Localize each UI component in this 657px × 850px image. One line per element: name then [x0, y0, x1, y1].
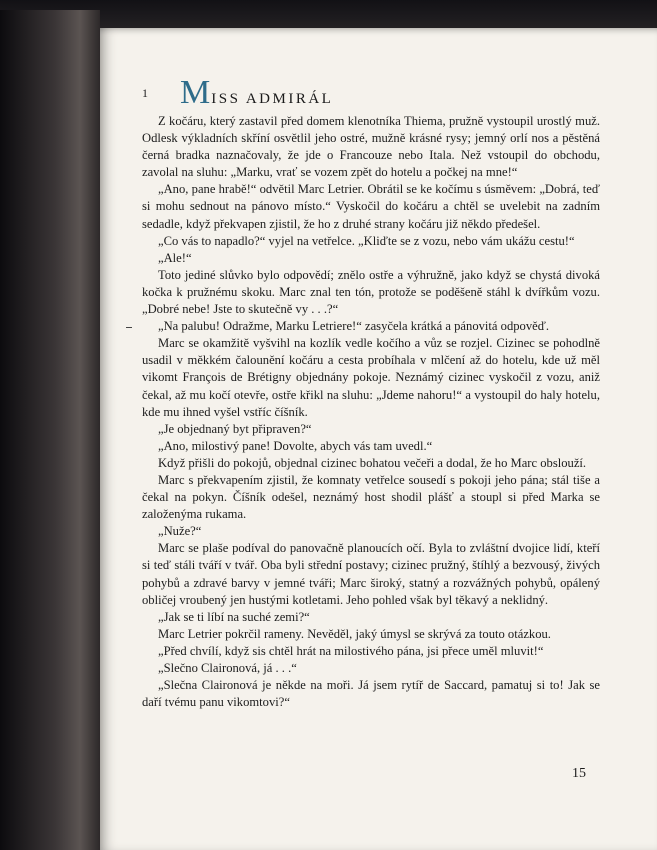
paragraph: Marc s překvapením zjistil, že komnaty vetřelce sousedí s pokoji jeho pána; stál tiše a čekal na pokyn. Číšník odešel, neznámý host shodil plášť a stoupl si před Marka se založenýma rukama. — [142, 472, 600, 522]
paragraph: „Jak se ti líbí na suché zemi?“ — [158, 609, 310, 624]
paragraph: „Ale!“ — [158, 250, 192, 265]
paragraph: „Slečno Claironová, já . . .“ — [158, 661, 297, 675]
chapter-title — [180, 74, 333, 112]
book-spine-shadow — [0, 10, 100, 850]
body-text — [142, 113, 600, 711]
paragraph: „Slečna Claironová je někde na moři. Já jsem rytíř de Saccard, pamatuj si to! Jak se daří tvému panu vikomtovi?“ — [142, 678, 600, 710]
paragraph: „Na palubu! Odražme, Marku Letriere!“ zasyčela krátká a pánovitá odpověď. — [158, 319, 550, 334]
paragraph: „Co vás to napadlo?“ vyjel na vetřelce. „Kliďte se z vozu, nebo vám ukážu cestu!“ — [158, 233, 575, 248]
paragraph: Když přišli do pokojů, objednal cizinec bohatou večeři a dodal, že ho Marc obslouží. — [158, 455, 587, 470]
paragraph: „Před chvílí, když sis chtěl hrát na milostivého pána, jsi přece uměl mluvit!“ — [158, 643, 544, 658]
paragraph: „Nuže?“ — [158, 524, 202, 539]
paragraph: „Je objednaný byt připraven?“ — [158, 421, 312, 436]
paragraph: „Ano, pane hrabě!“ odvětil Marc Letrier. Obrátil se ke kočímu s úsměvem: „Dobrá, teď si mohu sednout na pánovo místo.“ Vyskočil do kočáru a chtěl se uvelebit na zadním sedadle, když překvapen zjistil, že ho z druhé strany kočáru již někdo předešel. — [142, 182, 600, 231]
paragraph: „Ano, milostivý pane! Dovolte, abych vás tam uvedl.“ — [158, 438, 433, 453]
chapter-number: 1 — [142, 86, 148, 100]
page-number: 15 — [572, 766, 586, 781]
paragraph: Marc Letrier pokrčil rameny. Nevěděl, jaký úmysl se skrývá za touto otázkou. — [158, 626, 551, 641]
paragraph: Z kočáru, který zastavil před domem klenotníka Thiema, pružně vystoupil urostlý muž. Odlesk výkladních skříní osvětlil jeho ostré, mužně krásné rysy; jemný orlí nos a pěstěná černá bradka naznačovaly, že jde o Francouze nebo Itala. Než vstoupil do obchodu, zavolal na sluhu: „Marku, vrať se vozem zpět do hotelu a počkej na mne!“ — [142, 114, 600, 180]
chapter-title-initial: M — [180, 74, 211, 111]
paragraph: Marc se plaše podíval do panovačně planoucích očí. Byla to zvláštní dvojice lidí, kteří si teď stáli tváří v tvář. Oba byli střední postavy; cizinec pružný, štíhlý a bezvousý, živých pohybů a zdravé barvy v jemné tváři; Marc široký, statný a rozvážných pohybů, opálený obličej vroubený jen hustými kotletami. Jeho pohled však byl těkavý a neklidný. — [142, 541, 600, 607]
chapter-title-rest: ISS ADMIRÁL — [211, 91, 334, 107]
paragraph: Toto jediné slůvko bylo odpovědí; znělo ostře a výhružně, jako když se chystá divoká kočka k pružnému skoku. Marc znal ten tón, protože se poděšeně stáhl k dvířkům vozu. „Dobré nebe! Jste to skutečně vy . . .?“ — [142, 267, 600, 317]
paragraph: Marc se okamžitě vyšvihl na kozlík vedle kočího a vůz se rozjel. Cizinec se pohodlně usadil v měkkém čalounění kočáru a cesta probíhala v mlčení až do hotelu, kde už měl vikomt François de Brétigny objednány pokoje. Neznámý cizinec vyskočil z vozu, aniž čekal, až mu kočí otevře, ostře křikl na sluhu: „Jdeme nahoru!“ a vystoupil do haly hotelu, kde mu ihned vyšel vstříc číšník. — [142, 336, 600, 419]
margin-pencil-mark — [126, 327, 132, 328]
